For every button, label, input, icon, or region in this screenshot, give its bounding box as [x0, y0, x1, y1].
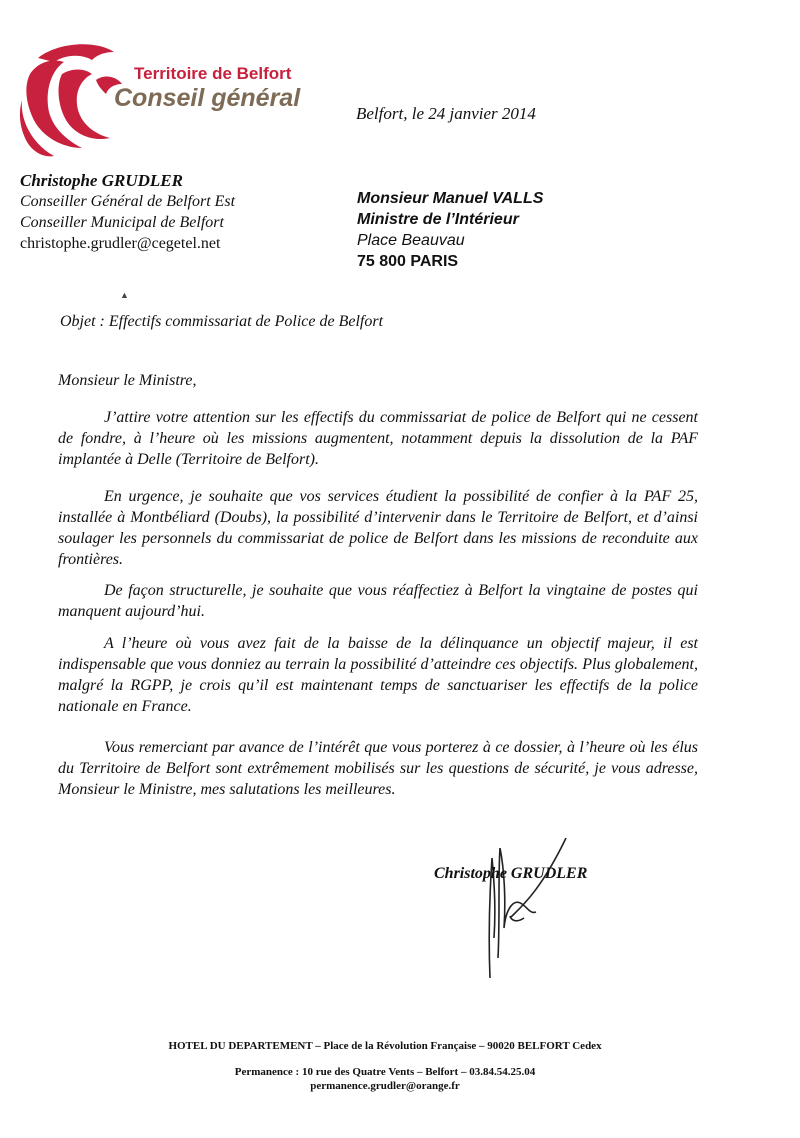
recipient-name: Monsieur Manuel VALLS	[357, 190, 544, 207]
footer-permanence: Permanence : 10 rue des Quatre Vents – Belfort – 03.84.54.25.04	[234, 1066, 536, 1078]
recipient-block	[357, 188, 543, 272]
recipient-city: 75 800 PARIS	[357, 253, 459, 270]
signature-name: Christophe GRUDLER	[434, 865, 588, 882]
footer-address: HOTEL DU DEPARTEMENT – Place de la Révolution Française – 90020 BELFORT Cedex	[168, 1040, 602, 1052]
sender-block	[20, 170, 235, 254]
conseil-general-logo	[18, 40, 301, 170]
sender-name: Christophe GRUDLER	[20, 171, 183, 190]
handwritten-signature	[470, 838, 580, 988]
body-paragraph-5: Vous remerciant par avance de l’intérêt que vous porterez à ce dossier, à l’heure où les élus du Territoire de Belfort sont extrêmement mobilisés sur les questions de sécurité, je vous adresse, Monsieur le Ministre, mes salutations les meilleures.	[58, 739, 698, 798]
body-paragraph-1: J’attire votre attention sur les effectifs du commissariat de police de Belfort qui ne cessent de fondre, à l’heure où les missions augmentent, notamment depuis la dissolution de la PAF implantée à Delle (Territoire de Belfort).	[58, 409, 698, 468]
letter-subject: Objet : Effectifs commissariat de Police de Belfort	[60, 313, 384, 330]
body-paragraph-3: De façon structurelle, je souhaite que vous réaffectiez à Belfort la vingtaine de postes qui manquent aujourd’hui.	[58, 582, 698, 620]
recipient-street: Place Beauvau	[357, 232, 465, 249]
sender-title-2: Conseiller Municipal de Belfort	[20, 214, 224, 231]
footer-email: permanence.grudler@orange.fr	[310, 1080, 460, 1092]
sender-email: christophe.grudler@cegetel.net	[20, 235, 221, 252]
logo-conseil-text: Conseil général	[114, 84, 301, 112]
scan-speck: ▲	[120, 290, 129, 300]
body-paragraph-2: En urgence, je souhaite que vos services étudient la possibilité de confier à la PAF 25, installée à Montbéliard (Doubs), la possibilité d’intervenir dans le Territoire de Belfort, et d’ainsi soulager les personnels du commissariat de police de Belfort dans les missions de reconduite aux frontières.	[58, 488, 698, 568]
recipient-title: Ministre de l’Intérieur	[357, 211, 519, 228]
letter-date: Belfort, le 24 janvier 2014	[356, 104, 536, 123]
logo-territoire-text: Territoire de Belfort	[134, 64, 292, 83]
letter-salutation: Monsieur le Ministre,	[58, 372, 197, 389]
sender-title-1: Conseiller Général de Belfort Est	[20, 193, 236, 210]
body-paragraph-4: A l’heure où vous avez fait de la baisse de la délinquance un objectif majeur, il est indispensable que vous donniez au terrain la possibilité d’atteindre ces objectifs. Plus globalement, malgré la RGPP, je crois qu’il est maintenant temps de sanctuariser les effectifs de la police nationale en France.	[58, 635, 698, 715]
